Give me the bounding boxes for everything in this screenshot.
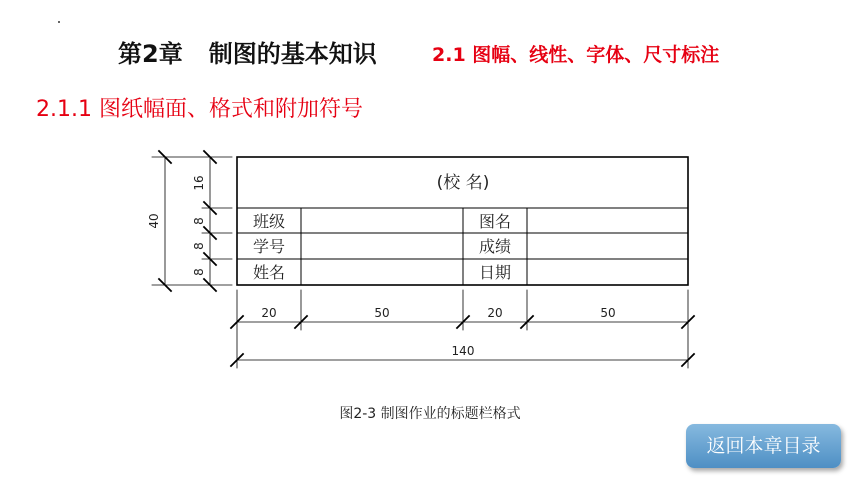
section-title: 2.1 图幅、线性、字体、尺寸标注 <box>432 44 720 66</box>
back-to-chapter-toc-button[interactable]: 返回本章目录 <box>686 424 841 468</box>
dim-col-1: 20 <box>261 306 277 320</box>
subsection-title: 2.1.1 图纸幅面、格式和附加符号 <box>36 97 363 122</box>
label-name: 姓名 <box>252 263 286 282</box>
dim-top-row: 16 <box>192 175 206 191</box>
dim-total-width: 140 <box>451 344 475 358</box>
dim-total-height: 40 <box>147 213 161 229</box>
dim-row-3: 8 <box>192 268 206 276</box>
bottom-dimension-ticks <box>231 316 694 366</box>
chapter-number: 第2章 <box>118 40 183 68</box>
left-dimension-ticks <box>159 151 216 291</box>
figure-caption: 图2-3 制图作业的标题栏格式 <box>339 406 521 422</box>
label-class: 班级 <box>252 212 286 231</box>
label-drawing-name: 图名 <box>478 212 512 231</box>
dim-col-3: 20 <box>487 306 503 320</box>
dim-row-1: 8 <box>192 217 206 225</box>
label-date: 日期 <box>478 263 512 282</box>
dim-row-2: 8 <box>192 242 206 250</box>
label-student-id: 学号 <box>252 237 286 256</box>
school-name-cell: (校 名) <box>436 173 490 193</box>
label-grade: 成绩 <box>478 237 512 256</box>
dim-col-2: 50 <box>374 306 390 320</box>
chapter-name: 制图的基本知识 <box>208 40 377 68</box>
dim-col-4: 50 <box>600 306 616 320</box>
